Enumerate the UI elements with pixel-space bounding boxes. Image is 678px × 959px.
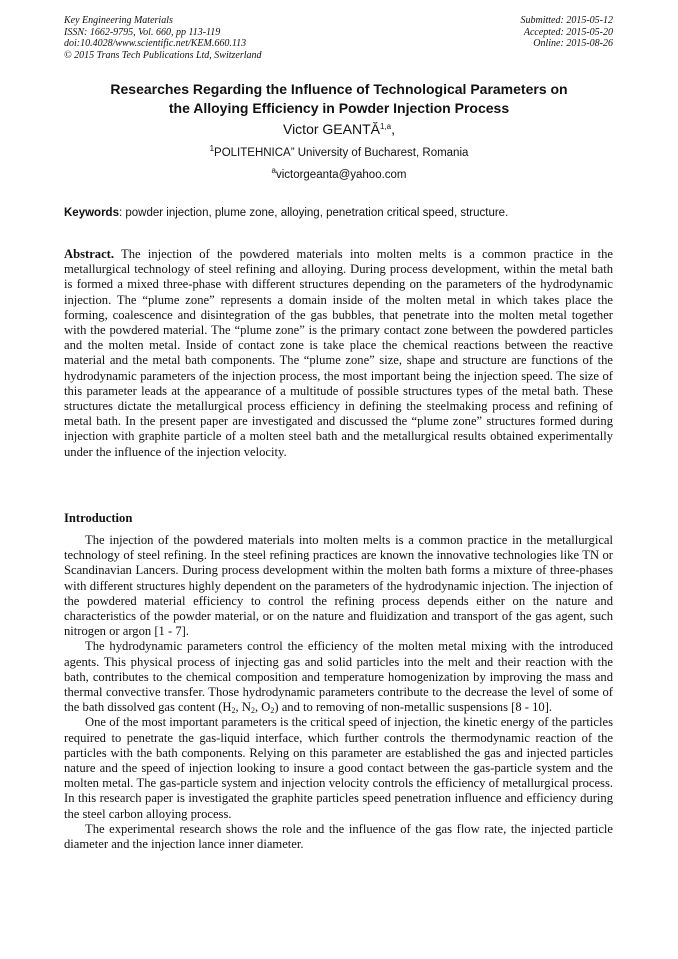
introduction-heading: Introduction — [64, 511, 133, 525]
submission-dates — [413, 15, 613, 50]
accepted-date: Accepted: 2015-05-20 — [523, 26, 613, 38]
affiliation-text: POLITEHNICA” University of Bucharest, Romania — [214, 147, 469, 159]
author-name: Victor GEANTĂ — [282, 121, 380, 137]
online-date: Online: 2015-08-26 — [533, 38, 613, 49]
doi-line: doi:10.4028/www.scientific.net/KEM.660.113 — [64, 38, 247, 49]
journal-info — [64, 15, 384, 61]
journal-name: Key Engineering Materials — [64, 15, 173, 26]
affiliation-line — [64, 146, 614, 161]
email-address: victorgeanta@yahoo.com — [275, 169, 407, 181]
issn-line: ISSN: 1662-9795, Vol. 660, pp 113-119 — [64, 26, 221, 38]
email-line — [64, 168, 614, 183]
intro-paragraph-3: One of the most important parameters is the critical speed of injection, the kinetic energy of the particles required to penetrate the gas-liquid interface, which further controls the thermodynamic reaction of the particles with the bath components. Relying on this parameter are established the gas and injected particles nature and the speed of injection looking to insure a good contact between the gas-particle system and the molten metal. The gas-particle system and injection velocity controls the efficiency of metallurgical process. In this research paper is investigated the graphite particles speed penetration influence and efficiency during the steel carbon alloying process. — [64, 715, 613, 821]
affiliation-superscript: 1 — [209, 144, 215, 153]
paper-title — [64, 80, 614, 118]
abstract-paragraph — [64, 247, 613, 460]
keywords-line — [64, 206, 614, 221]
intro-paragraph-2: The hydrodynamic parameters control the efficiency of the molten metal mixing with the introduced agents. This physical process of injecting gas and solid particles into the melt and their reaction with the bath, contributes to the chemical composition and temperature homogenization by improving the mass and thermal convective transfer. Those hydrodynamic parameters contribute to the decrease the level of some of the bath dissolved gas content ($H_2$, $N_2$, $O_2$) and to removing of non-metallic suspensions [8 - 10]. — [64, 639, 613, 716]
keywords-text: : powder injection, plume zone, alloying, penetration critical speed, structure. — [118, 207, 509, 219]
intro-paragraph-1: The injection of the powdered materials into molten melts is a common practice in the metallurgical technology of steel refining. In the steel refining practices are known the innovative technologies like TN or Scandinavian Lancers. During process development within the molten bath forms a mixture of three-phases with different structures highly dependent on the parameters of the hydrodynamic injection. The injection of the powdered material efficiency to control the refining process depends either on the nature and characteristics of the powder material, or on the nature and fluidization and transport of the gas agent, such nitrogen or argon [1 - 7]. — [64, 533, 613, 639]
title-line-2: the Alloying Efficiency in Powder Injection Process — [168, 100, 510, 116]
author-superscript: 1,a — [379, 122, 392, 131]
copyright-line: © 2015 Trans Tech Publications Ltd, Switzerland — [64, 49, 262, 61]
author-line — [64, 120, 614, 138]
submitted-date: Submitted: 2015-05-12 — [520, 15, 613, 26]
email-superscript: a — [271, 166, 276, 175]
keywords-label: Keywords — [64, 207, 119, 219]
author-suffix: , — [391, 121, 395, 137]
intro-paragraph-4: The experimental research shows the role and the influence of the gas flow rate, the injected particle diameter and the injection lance inner diameter. — [64, 821, 613, 852]
abstract-text: The injection of the powdered materials into molten melts is a common practice in the metallurgical technology of steel refining and alloying. During process development, within the metal bath is formed a mixed three-phase with different structures depending on the parameters of the hydrodynamic injection. The “plume zone” represents a domain inside of the molten metal in which takes place the forming, coalescence and disintegration of the gas bubbles, that penetrate into the molten metal together with the powdered material. The “plume zone” is the primary contact zone between the powdered particles and the molten metal. Inside of contact zone is take place the chemical reactions between the reactive material and the metal bath components. The “plume zone” size, shape and structure are functions of the hydrodynamic parameters of the injection process, the most important being the injection speed. The size of this parameter leads at the appearance of a multitude of possible structures types of the metal bath. These structures dictate the metallurgical process efficiency in defining the steelmaking process and refining of metal bath. In the present paper are investigated and discussed the “plume zone” structures formed during injection with graphite particle of a molten steel bath and the metallurgical results obtained experimentally under the influence of the injection velocity. — [64, 247, 613, 459]
abstract-label: Abstract. — [64, 247, 115, 261]
introduction-body — [64, 533, 613, 852]
title-line-1: Researches Regarding the Influence of Technological Parameters on — [110, 81, 568, 97]
